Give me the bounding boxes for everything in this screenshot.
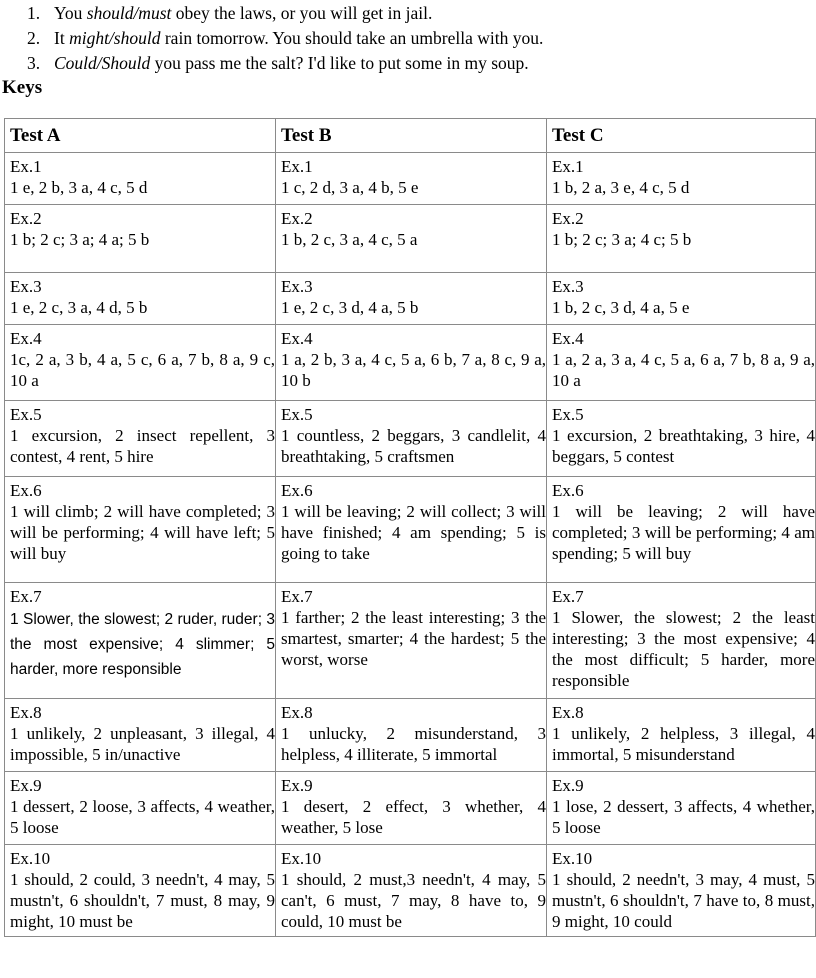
answer-cell: [276, 772, 547, 845]
table-row: [5, 845, 816, 937]
exercise-label: Ex.4: [281, 329, 313, 348]
exercise-label: Ex.5: [10, 405, 42, 424]
answer-text: 1 b; 2 c; 3 a; 4 a; 5 b: [10, 230, 150, 249]
exercise-label: Ex.8: [281, 703, 313, 722]
table-row: [5, 401, 816, 477]
exercise-label: Ex.6: [10, 481, 42, 500]
table-row: [5, 325, 816, 401]
exercise-label: Ex.1: [281, 157, 313, 176]
exercise-label: Ex.2: [552, 209, 584, 228]
answer-text: 1 Slower, the slowest; 2 the least interesting; 3 the most expensive; 4 the most difficult; 5 harder, more responsible: [552, 608, 815, 690]
exercise-label: Ex.7: [281, 587, 313, 606]
exercise-text-before: You: [54, 3, 87, 23]
answer-cell: [5, 772, 276, 845]
answer-cell: [547, 845, 816, 937]
answer-cell: [5, 325, 276, 401]
answer-text: 1 unlikely, 2 unpleasant, 3 illegal, 4 impossible, 5 in/unactive: [10, 724, 275, 764]
answer-cell: [5, 845, 276, 937]
exercise-label: Ex.4: [552, 329, 584, 348]
table-row: [5, 583, 816, 699]
answer-cell: [547, 583, 816, 699]
exercise-label: Ex.6: [281, 481, 313, 500]
answer-cell: [276, 845, 547, 937]
exercise-label: Ex.9: [10, 776, 42, 795]
answer-cell: [276, 477, 547, 583]
exercise-number: 2.: [27, 28, 41, 48]
answer-text: 1 b, 2 c, 3 a, 4 c, 5 a: [281, 230, 418, 249]
exercise-label: Ex.5: [281, 405, 313, 424]
answer-cell: [276, 325, 547, 401]
table-row: [5, 772, 816, 845]
answer-text: 1 c, 2 d, 3 a, 4 b, 5 e: [281, 178, 419, 197]
answer-cell: [5, 273, 276, 325]
exercise-label: Ex.10: [10, 849, 51, 868]
exercise-label: Ex.1: [552, 157, 584, 176]
header-test-c: Test C: [547, 119, 816, 153]
answer-text: 1 unlucky, 2 misunderstand, 3 helpless, 4 illiterate, 5 immortal: [281, 724, 546, 764]
exercise-list: [0, 0, 816, 76]
answer-cell: [276, 273, 547, 325]
answer-text: 1 countless, 2 beggars, 3 candlelit, 4 breathtaking, 5 craftsmen: [281, 426, 546, 466]
answer-cell: [547, 401, 816, 477]
exercise-label: Ex.5: [552, 405, 584, 424]
answer-cell: [5, 583, 276, 699]
exercise-label: Ex.3: [552, 277, 584, 296]
answer-text: 1 e, 2 c, 3 a, 4 d, 5 b: [10, 298, 148, 317]
exercise-number: 1.: [27, 3, 41, 23]
exercise-number: 3.: [27, 53, 41, 73]
answer-cell: [276, 153, 547, 205]
exercise-label: Ex.9: [281, 776, 313, 795]
exercise-label: Ex.4: [10, 329, 42, 348]
answer-text: 1 e, 2 c, 3 d, 4 a, 5 b: [281, 298, 419, 317]
answer-cell: [547, 153, 816, 205]
exercise-label: Ex.8: [10, 703, 42, 722]
answer-text: 1 will climb; 2 will have completed; 3 will be performing; 4 will have left; 5 will buy: [10, 502, 275, 563]
answer-text: 1 Slower, the slowest; 2 ruder, ruder; 3 the most expensive; 4 slimmer; 5 harder, more responsible: [10, 611, 275, 678]
exercise-label: Ex.1: [10, 157, 42, 176]
answer-key-table: [4, 118, 816, 937]
answer-table-body: [5, 153, 816, 937]
answer-text: 1 a, 2 b, 3 a, 4 c, 5 a, 6 b, 7 a, 8 c, 9 a, 10 b: [281, 350, 546, 390]
answer-cell: [5, 699, 276, 772]
answer-text: 1 should, 2 needn't, 3 may, 4 must, 5 mustn't, 6 shouldn't, 7 have to, 8 must, 9 might, 10 could: [552, 870, 815, 931]
answer-text: 1 e, 2 b, 3 a, 4 c, 5 d: [10, 178, 148, 197]
table-row: [5, 273, 816, 325]
answer-text: 1 b, 2 a, 3 e, 4 c, 5 d: [552, 178, 690, 197]
answer-cell: [5, 205, 276, 273]
table-row: [5, 205, 816, 273]
answer-text: 1 will be leaving; 2 will have completed; 3 will be performing; 4 am spending; 5 will buy: [552, 502, 815, 563]
table-row: [5, 153, 816, 205]
answer-cell: [547, 273, 816, 325]
answer-text: 1 b; 2 c; 3 a; 4 c; 5 b: [552, 230, 692, 249]
answer-cell: [5, 401, 276, 477]
exercise-label: Ex.10: [281, 849, 322, 868]
exercise-item-3: [0, 51, 816, 76]
exercise-label: Ex.8: [552, 703, 584, 722]
exercise-label: Ex.3: [10, 277, 42, 296]
exercise-label: Ex.10: [552, 849, 593, 868]
table-header-row: [5, 119, 816, 153]
exercise-label: Ex.2: [10, 209, 42, 228]
answer-cell: [547, 205, 816, 273]
table-row: [5, 477, 816, 583]
answer-cell: [547, 772, 816, 845]
exercise-text-after: obey the laws, or you will get in jail.: [171, 3, 433, 23]
answer-cell: [547, 325, 816, 401]
exercise-choice: Could/Should: [54, 53, 151, 73]
exercise-item-1: [0, 1, 816, 26]
answer-text: 1 a, 2 a, 3 a, 4 c, 5 a, 6 a, 7 b, 8 a, 9 a, 10 a: [552, 350, 815, 390]
exercise-text-before: It: [54, 28, 70, 48]
exercise-label: Ex.2: [281, 209, 313, 228]
answer-cell: [276, 205, 547, 273]
keys-heading: Keys: [2, 77, 43, 98]
answer-cell: [276, 699, 547, 772]
answer-text: 1 should, 2 must,3 needn't, 4 may, 5 can't, 6 must, 7 may, 8 have to, 9 could, 10 must be: [281, 870, 546, 931]
answer-text: 1 unlikely, 2 helpless, 3 illegal, 4 immortal, 5 misunderstand: [552, 724, 815, 764]
header-test-a: Test A: [5, 119, 276, 153]
answer-text: 1 farther; 2 the least interesting; 3 the smartest, smarter; 4 the hardest; 5 the worst, worse: [281, 608, 546, 669]
answer-text: 1 excursion, 2 insect repellent, 3 contest, 4 rent, 5 hire: [10, 426, 275, 466]
answer-text: 1 should, 2 could, 3 needn't, 4 may, 5 mustn't, 6 shouldn't, 7 must, 8 may, 9 might, 10 must be: [10, 870, 275, 931]
header-test-b: Test B: [276, 119, 547, 153]
table-row: [5, 699, 816, 772]
exercise-label: Ex.7: [10, 587, 42, 606]
answer-cell: [547, 477, 816, 583]
exercise-label: Ex.6: [552, 481, 584, 500]
exercise-item-2: [0, 26, 816, 51]
answer-cell: [276, 401, 547, 477]
answer-text: 1 will be leaving; 2 will collect; 3 will have finished; 4 am spending; 5 is going to take: [281, 502, 546, 563]
answer-text: 1 desert, 2 effect, 3 whether, 4 weather, 5 lose: [281, 797, 546, 837]
exercise-text-after: you pass me the salt? I'd like to put some in my soup.: [150, 53, 529, 73]
answer-text: 1 excursion, 2 breathtaking, 3 hire, 4 beggars, 5 contest: [552, 426, 815, 466]
exercise-label: Ex.3: [281, 277, 313, 296]
exercise-label: Ex.9: [552, 776, 584, 795]
answer-cell: [276, 583, 547, 699]
answer-cell: [5, 153, 276, 205]
exercise-choice: might/should: [69, 28, 161, 48]
answer-cell: [547, 699, 816, 772]
exercise-choice: should/must: [86, 3, 172, 23]
answer-text: 1 b, 2 c, 3 d, 4 a, 5 e: [552, 298, 690, 317]
answer-text: 1 dessert, 2 loose, 3 affects, 4 weather, 5 loose: [10, 797, 275, 837]
answer-text: 1 lose, 2 dessert, 3 affects, 4 whether, 5 loose: [552, 797, 815, 837]
answer-cell: [5, 477, 276, 583]
exercise-label: Ex.7: [552, 587, 584, 606]
answer-text: 1c, 2 a, 3 b, 4 a, 5 c, 6 a, 7 b, 8 a, 9 c, 10 a: [10, 350, 275, 390]
exercise-text-after: rain tomorrow. You should take an umbrella with you.: [160, 28, 544, 48]
